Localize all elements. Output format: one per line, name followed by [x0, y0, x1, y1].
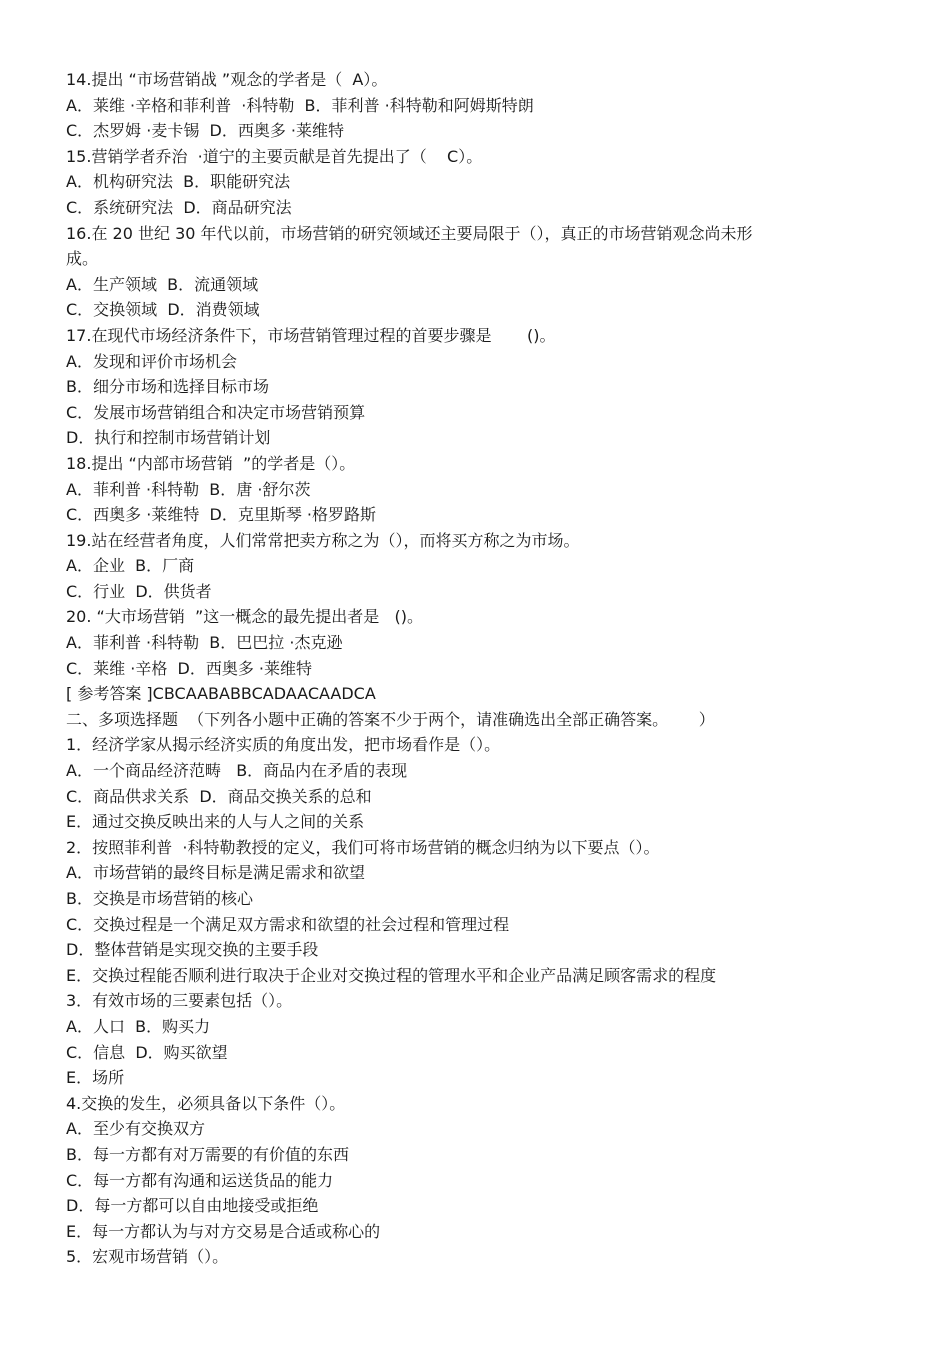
text-line: 15.营销学者乔治 ·道宁的主要贡献是首先提出了（ C）。: [66, 146, 483, 166]
text-line: [ 参考答案 ]CBCAABABBCADAACAADCA: [66, 684, 376, 704]
text-line: C．莱维 ·辛格 D．西奥多 ·莱维特: [66, 658, 313, 678]
text-line: C．交换过程是一个满足双方需求和欲望的社会过程和管理过程: [66, 914, 510, 934]
text-line: A．莱维 ·辛格和菲利普 ·科特勒 B．菲利普 ·科特勒和阿姆斯特朗: [66, 95, 534, 115]
text-line: 成。: [66, 249, 99, 269]
text-line: E．交换过程能否顺利进行取决于企业对交换过程的管理水平和企业产品满足顾客需求的程度: [66, 965, 717, 985]
text-line: C．西奥多 ·莱维特 D．克里斯琴 ·格罗路斯: [66, 505, 377, 525]
text-line: A．发现和评价市场机会: [66, 351, 237, 371]
text-line: D．每一方都可以自由地接受或拒绝: [66, 1196, 319, 1216]
text-line: E．每一方都认为与对方交易是合适或称心的: [66, 1221, 381, 1241]
text-line: C．商品供求关系 D．商品交换关系的总和: [66, 786, 372, 806]
text-line: A．至少有交换双方: [66, 1119, 205, 1139]
text-line: 14.提出 “市场营销战 ”观念的学者是（ A）。: [66, 70, 388, 89]
text-line: E．场所: [66, 1068, 125, 1088]
text-line: B．交换是市场营销的核心: [66, 889, 253, 908]
document-page: [66, 67, 886, 1270]
text-line: A．企业 B．厂商: [66, 556, 195, 576]
text-line: 5．宏观市场营销（）。: [66, 1247, 229, 1267]
text-line: A．市场营销的最终目标是满足需求和欲望: [66, 863, 365, 883]
text-line: C．发展市场营销组合和决定市场营销预算: [66, 402, 366, 422]
text-line: 1．经济学家从揭示经济实质的角度出发，把市场看作是（）。: [66, 735, 501, 755]
text-line: C．信息 D．购买欲望: [66, 1042, 228, 1062]
text-line: A．一个商品经济范畴 B．商品内在矛盾的表现: [66, 761, 408, 781]
text-line: A．机构研究法 B．职能研究法: [66, 172, 291, 192]
text-line: 20. “大市场营销 ”这一概念的最先提出者是 ()。: [66, 607, 424, 627]
text-line: 二、多项选择题 （下列各小题中正确的答案不少于两个，请准确选出全部正确答案。 ）: [66, 709, 715, 729]
text-line: 4.交换的发生，必须具备以下条件（）。: [66, 1093, 346, 1113]
text-line: C．交换领域 D．消费领域: [66, 300, 260, 320]
text-line: 18.提出 “内部市场营销 ”的学者是（）。: [66, 453, 356, 473]
text-line: C．杰罗姆 ·麦卡锡 D．西奥多 ·莱维特: [66, 121, 345, 141]
text-line: 17.在现代市场经济条件下，市场营销管理过程的首要步骤是 ()。: [66, 325, 556, 345]
text-line: 2．按照菲利普 ·科特勒教授的定义，我们可将市场营销的概念归纳为以下要点（）。: [66, 837, 660, 857]
text-line: E．通过交换反映出来的人与人之间的关系: [66, 812, 365, 832]
text-line: B．每一方都有对万需要的有价值的东西: [66, 1144, 349, 1164]
text-line: 19.站在经营者角度，人们常常把卖方称之为（），而将买方称之为市场。: [66, 530, 580, 550]
text-line: 3．有效市场的三要素包括（）。: [66, 991, 293, 1011]
text-line: A．生产领域 B．流通领域: [66, 274, 259, 294]
text-line: C．行业 D．供货者: [66, 581, 212, 601]
text-line: D．整体营销是实现交换的主要手段: [66, 940, 319, 960]
text-line: A．菲利普 ·科特勒 B．唐 ·舒尔茨: [66, 479, 311, 499]
text-line: D．执行和控制市场营销计划: [66, 428, 271, 448]
text-line: C．系统研究法 D．商品研究法: [66, 197, 292, 217]
text-line: A．菲利普 ·科特勒 B．巴巴拉 ·杰克逊: [66, 633, 343, 653]
text-line: B．细分市场和选择目标市场: [66, 377, 269, 397]
text-line: 16.在 20 世纪 30 年代以前，市场营销的研究领域还主要局限于（），真正的市场营销观念尚未形: [66, 223, 753, 243]
text-line: C．每一方都有沟通和运送货品的能力: [66, 1170, 334, 1190]
text-line: A．人口 B．购买力: [66, 1016, 211, 1036]
